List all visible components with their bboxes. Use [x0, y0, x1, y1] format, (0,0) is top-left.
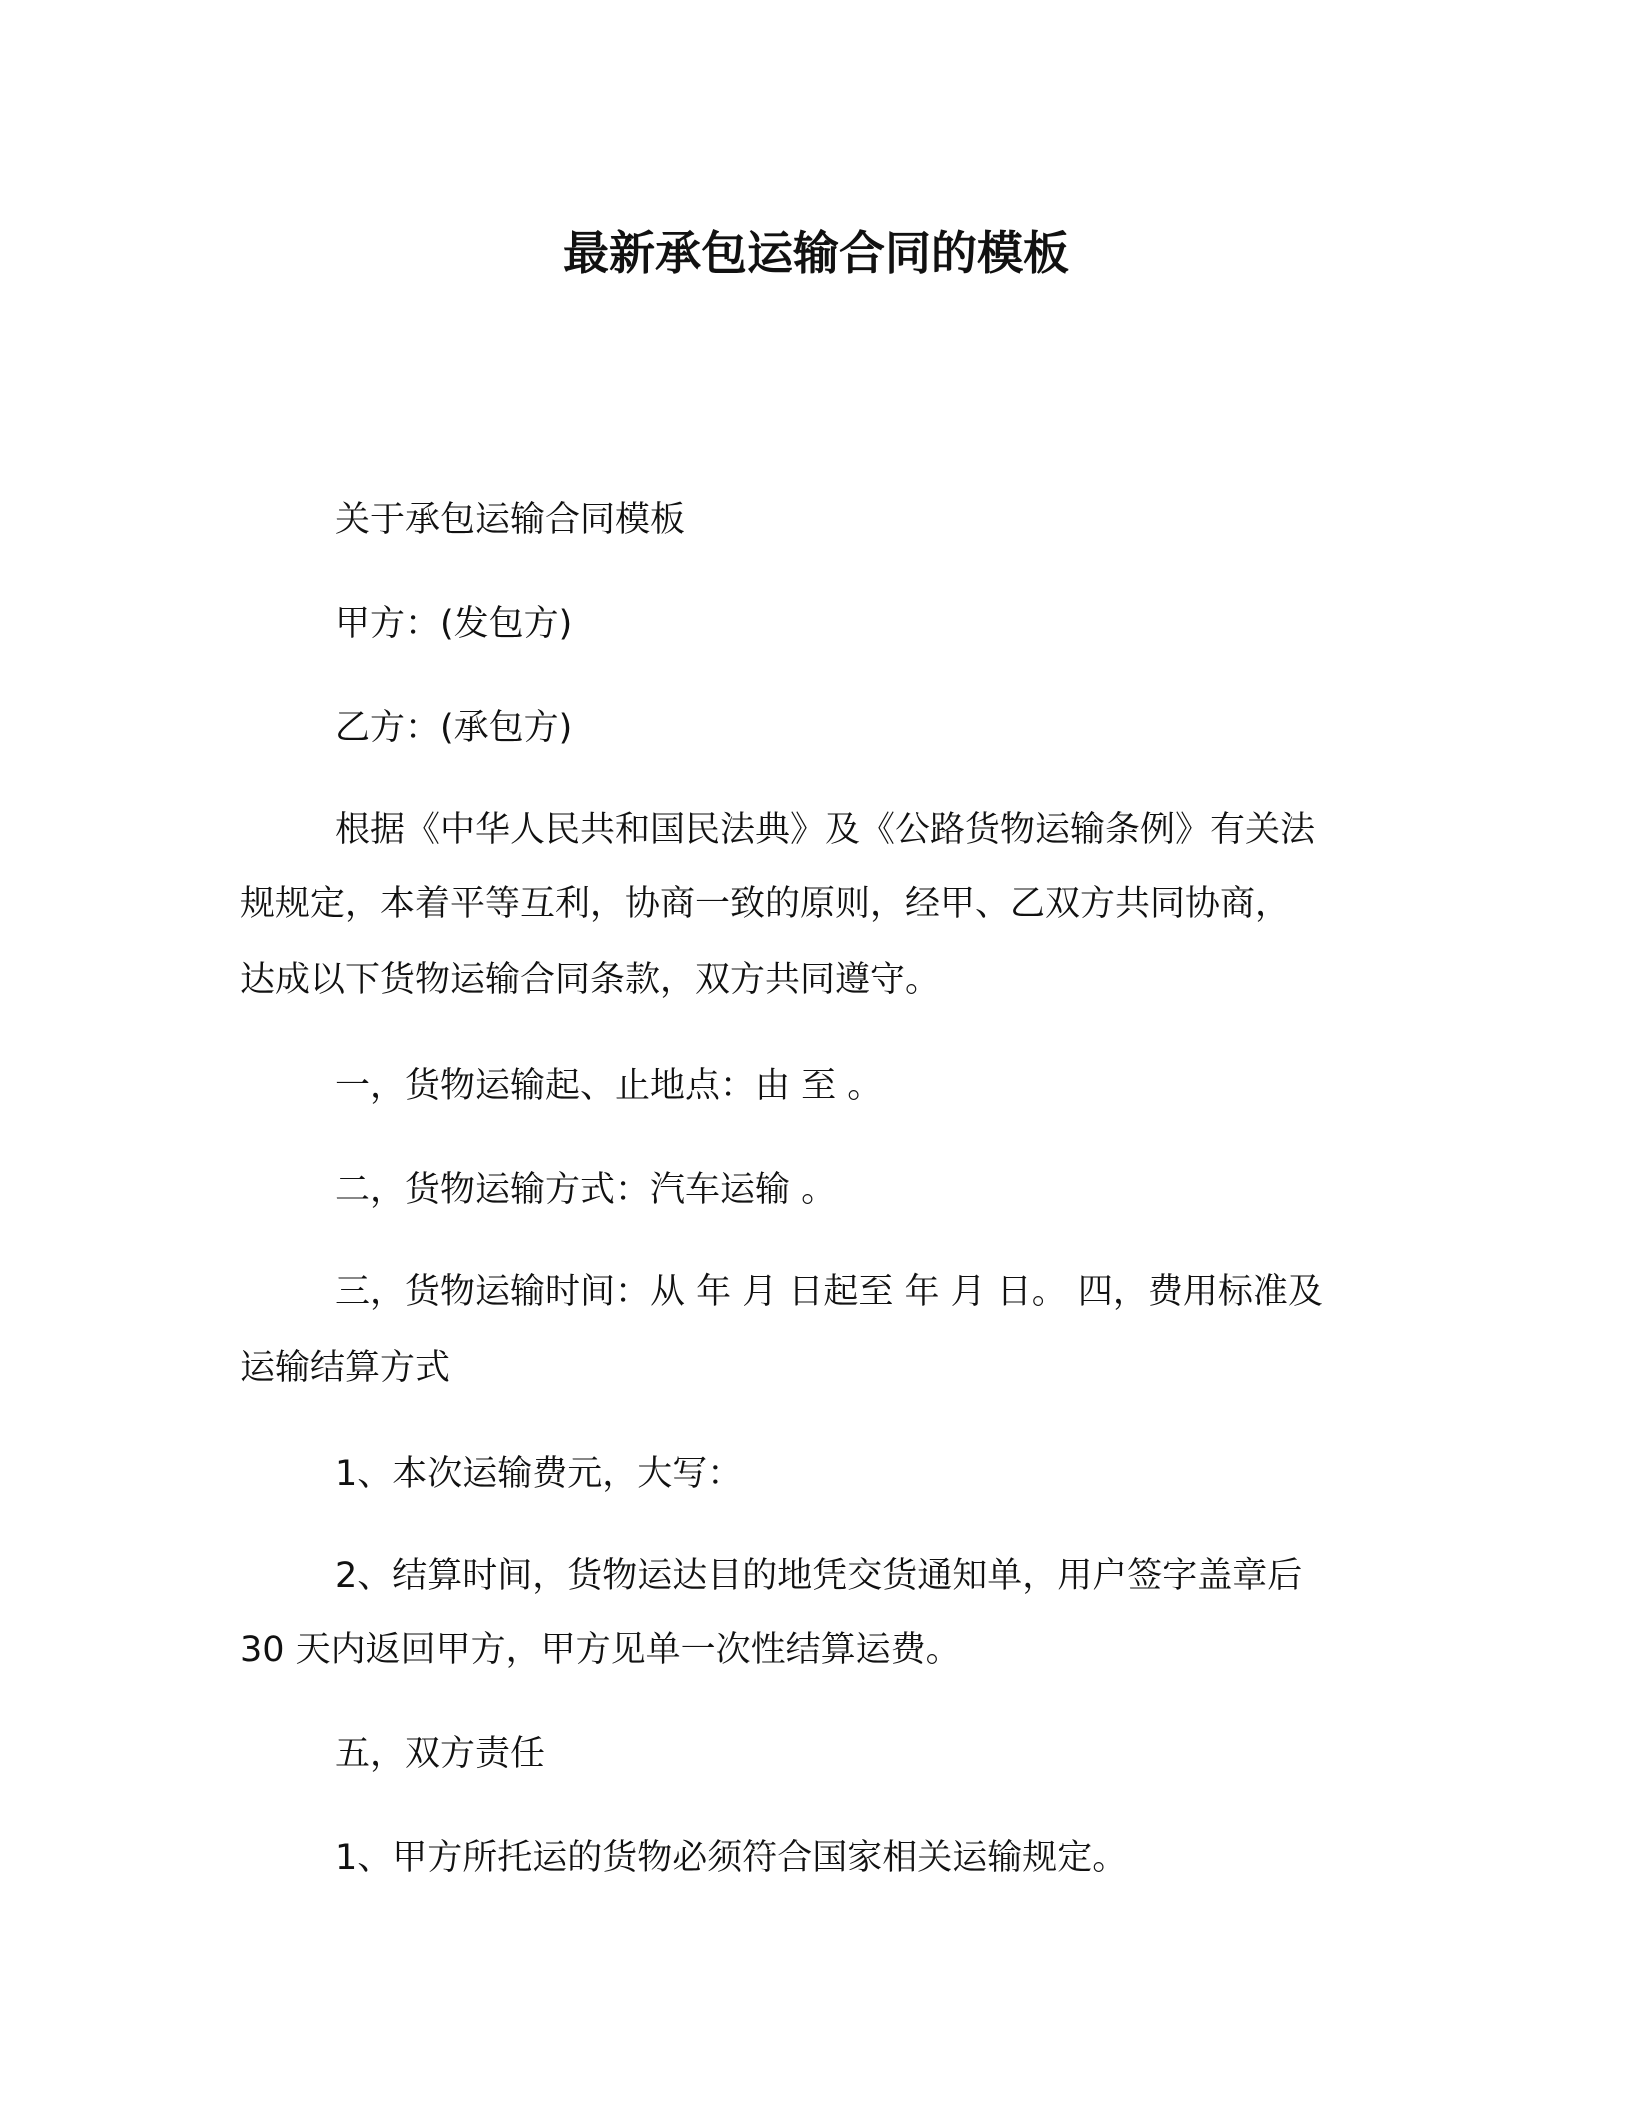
fee-item-1: 1、本次运输费元，大写：	[335, 1454, 743, 1494]
clause-1-route: 一，货物运输起、止地点：由 至 。	[335, 1066, 883, 1106]
contract-subtitle: 关于承包运输合同模板	[335, 500, 686, 540]
preamble-line-1: 根据《中华人民共和国民法典》及《公路货物运输条例》有关法	[335, 810, 1316, 850]
duty-item-1: 1、甲方所托运的货物必须符合国家相关运输规定。	[335, 1838, 1128, 1878]
clause-5-heading: 五，双方责任	[335, 1734, 546, 1774]
preamble-line-2: 规规定，本着平等互利，协商一致的原则，经甲、乙双方共同协商，	[240, 884, 1291, 924]
party-a-line: 甲方：(发包方)	[335, 604, 573, 644]
fee-item-2-line-2: 30 天内返回甲方，甲方见单一次性结算运费。	[240, 1630, 961, 1670]
preamble-line-3: 达成以下货物运输合同条款，双方共同遵守。	[240, 960, 941, 1000]
fee-item-2-line-1: 2、结算时间，货物运达目的地凭交货通知单，用户签字盖章后	[335, 1556, 1303, 1596]
clause-3-time-line-2: 运输结算方式	[240, 1348, 451, 1388]
document-title: 最新承包运输合同的模板	[563, 226, 1069, 280]
clause-3-time-line-1: 三，货物运输时间：从 年 月 日起至 年 月 日。 四，费用标准及	[335, 1272, 1323, 1312]
clause-2-mode: 二，货物运输方式：汽车运输 。	[335, 1170, 837, 1210]
party-b-line: 乙方：(承包方)	[335, 708, 573, 748]
